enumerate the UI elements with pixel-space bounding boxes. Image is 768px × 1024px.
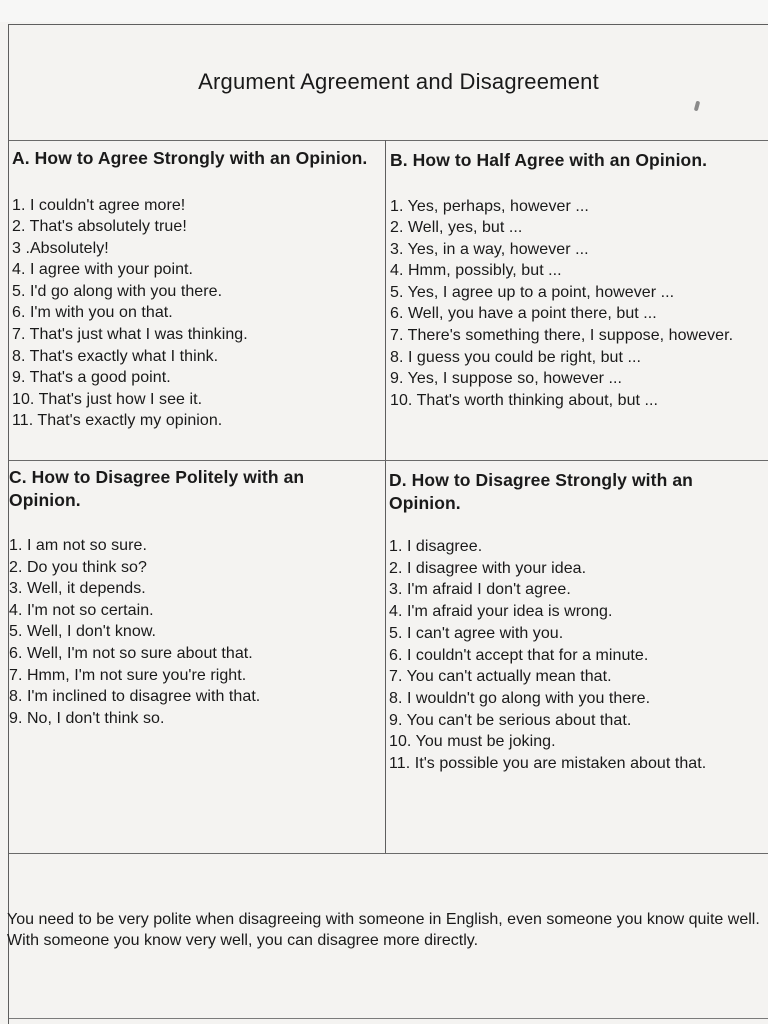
phrase-list [12, 195, 380, 433]
section-half-agree [390, 149, 764, 411]
phrase-item: 8. I'm inclined to disagree with that. [9, 688, 261, 706]
row-divider [9, 460, 768, 461]
phrase-item: 9. You can't be serious about that. [389, 711, 632, 729]
phrase-item: 1. I couldn't agree more! [12, 196, 186, 214]
phrase-item: 9. No, I don't think so. [9, 709, 165, 727]
phrase-item: 6. I'm with you on that. [12, 304, 173, 322]
phrase-item: 3. I'm afraid I don't agree. [389, 581, 571, 599]
phrase-item: 5. Well, I don't know. [9, 623, 157, 641]
page-bottom-rule [9, 1018, 768, 1019]
phrase-item: 7. Hmm, I'm not sure you're right. [9, 666, 247, 684]
phrase-item: 10. That's worth thinking about, but ... [390, 391, 659, 409]
footer-note [7, 909, 765, 951]
phrase-list [389, 536, 763, 775]
phrase-item: 4. I'm not so certain. [9, 601, 154, 619]
phrase-item: 9. That's a good point. [12, 369, 171, 387]
page-title: Argument Agreement and Disagreement [198, 69, 599, 94]
phrase-item: 7. You can't actually mean that. [389, 668, 612, 686]
phrase-item: 4. I'm afraid your idea is wrong. [389, 603, 613, 621]
paper-margin [0, 0, 768, 22]
phrase-item: 4. I agree with your point. [12, 261, 194, 279]
phrase-item: 8. That's exactly what I think. [12, 347, 219, 365]
footer-line: With someone you know very well, you can disagree more directly. [7, 932, 479, 949]
footer-divider [9, 853, 768, 854]
phrase-item: 10. You must be joking. [389, 733, 556, 751]
section-agree-strongly [12, 147, 380, 432]
phrase-item: 2. That's absolutely true! [12, 218, 187, 236]
phrase-item: 7. There's something there, I suppose, however. [390, 327, 734, 345]
phrase-list [9, 535, 379, 729]
section-heading: B. How to Half Agree with an Opinion. [390, 150, 708, 170]
phrase-item: 2. Do you think so? [9, 558, 147, 576]
phrase-item: 5. Yes, I agree up to a point, however ... [390, 283, 675, 301]
footer-line: You need to be very polite when disagreeing with someone in English, even someone you know quite well. [7, 911, 760, 928]
phrase-item: 6. I couldn't accept that for a minute. [389, 646, 649, 664]
section-heading: C. How to Disagree Politely with an Opinion. [9, 467, 305, 510]
scan-speck [694, 101, 700, 112]
phrase-item: 2. I disagree with your idea. [389, 559, 587, 577]
section-heading: A. How to Agree Strongly with an Opinion. [12, 148, 368, 168]
phrase-list [390, 196, 764, 412]
phrase-item: 2. Well, yes, but ... [390, 219, 523, 237]
phrase-item: 6. Well, you have a point there, but ... [390, 305, 657, 323]
phrase-item: 3 .Absolutely! [12, 239, 109, 257]
phrase-item: 1. Yes, perhaps, however ... [390, 197, 589, 215]
phrase-item: 8. I wouldn't go along with you there. [389, 689, 651, 707]
phrase-item: 3. Well, it depends. [9, 580, 146, 598]
phrase-item: 11. That's exactly my opinion. [12, 412, 223, 430]
phrase-item: 1. I disagree. [389, 538, 483, 555]
phrase-item: 4. Hmm, possibly, but ... [390, 262, 562, 280]
phrase-item: 10. That's just how I see it. [12, 390, 203, 408]
column-divider [385, 140, 386, 854]
phrase-item: 6. Well, I'm not so sure about that. [9, 644, 253, 662]
phrase-item: 11. It's possible you are mistaken about that. [389, 755, 707, 773]
phrase-item: 1. I am not so sure. [9, 537, 147, 554]
phrase-item: 8. I guess you could be right, but ... [390, 348, 641, 366]
phrase-item: 7. That's just what I was thinking. [12, 326, 248, 344]
section-disagree-strongly [389, 469, 763, 775]
title-box [9, 25, 768, 141]
phrase-item: 5. I'd go along with you there. [12, 282, 223, 300]
section-heading: D. How to Disagree Strongly with an Opinion. [389, 470, 693, 513]
phrase-item: 5. I can't agree with you. [389, 624, 564, 642]
phrase-item: 3. Yes, in a way, however ... [390, 240, 589, 258]
section-disagree-politely [9, 466, 379, 729]
phrase-item: 9. Yes, I suppose so, however ... [390, 370, 623, 388]
